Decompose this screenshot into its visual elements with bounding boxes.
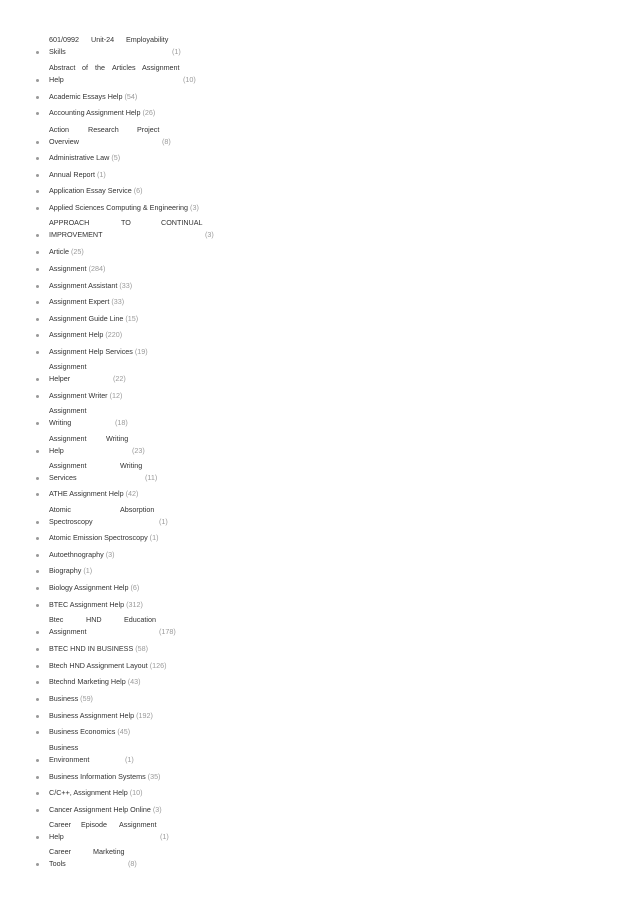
bullet-icon — [36, 51, 39, 54]
category-count: (25) — [70, 247, 84, 256]
bullet-icon — [36, 234, 39, 237]
bullet-icon — [36, 251, 39, 254]
category-count: (3) — [190, 203, 199, 212]
bullet-icon — [36, 174, 39, 177]
bullet-icon — [36, 96, 39, 99]
category-count: (33) — [111, 297, 125, 306]
bullet-icon — [36, 792, 39, 795]
category-count: (126) — [149, 661, 167, 670]
category-count: (3) — [152, 805, 162, 814]
category-link[interactable]: Assignment Writer — [49, 391, 108, 400]
category-link[interactable]: Business Information Systems — [49, 772, 146, 781]
category-count: (59) — [80, 694, 93, 703]
category-count: (192) — [136, 711, 153, 720]
category-link[interactable]: Applied Sciences Computing & Engineering — [49, 203, 189, 212]
bullet-icon — [36, 836, 39, 839]
category-link[interactable]: C/C++, Assignment Help — [49, 788, 128, 797]
category-count: (3) — [205, 230, 214, 239]
bullet-icon — [36, 776, 39, 779]
category-link[interactable]: Accounting Assignment Help — [49, 108, 141, 117]
category-count: (284) — [88, 264, 106, 273]
category-link[interactable]: Btechnd Marketing Help — [49, 677, 126, 686]
bullet-icon — [36, 631, 39, 634]
category-link[interactable]: Assignment Assistant — [49, 281, 118, 290]
bullet-icon — [36, 809, 39, 812]
category-count: (12) — [109, 391, 123, 400]
bullet-icon — [36, 648, 39, 651]
bullet-icon — [36, 112, 39, 115]
bullet-icon — [36, 863, 39, 866]
bullet-icon — [36, 493, 39, 496]
category-link[interactable]: Autoethnography — [49, 550, 104, 559]
bullet-icon — [36, 334, 39, 337]
bullet-icon — [36, 157, 39, 160]
bullet-icon — [36, 731, 39, 734]
bullet-icon — [36, 79, 39, 82]
category-link[interactable]: Academic Essays Help — [49, 92, 123, 101]
bullet-icon — [36, 207, 39, 210]
bullet-icon — [36, 554, 39, 557]
bullet-icon — [36, 395, 39, 398]
category-link[interactable]: Assignment Guide Line — [49, 314, 124, 323]
category-count: (19) — [134, 347, 148, 356]
category-link[interactable]: Business Assignment Help — [49, 711, 135, 720]
bullet-icon — [36, 698, 39, 701]
category-link[interactable]: BTEC HND IN BUSINESS — [49, 644, 134, 653]
bullet-icon — [36, 759, 39, 762]
category-count: (1) — [83, 566, 93, 575]
category-count: (11) — [145, 473, 158, 482]
category-count: (6) — [133, 186, 143, 195]
category-link[interactable]: Assignment Help — [49, 330, 104, 339]
category-link[interactable]: Assignment Help Services — [49, 347, 133, 356]
category-count: (1) — [96, 170, 106, 179]
bullet-icon — [36, 665, 39, 668]
bullet-icon — [36, 715, 39, 718]
bullet-icon — [36, 268, 39, 271]
bullet-icon — [36, 318, 39, 321]
category-count: (35) — [147, 772, 161, 781]
bullet-icon — [36, 604, 39, 607]
category-link[interactable]: BTEC Assignment Help — [49, 600, 125, 609]
category-count: (178) — [159, 627, 176, 636]
category-link[interactable]: Assignment Expert — [49, 297, 110, 306]
bullet-icon — [36, 477, 39, 480]
bullet-icon — [36, 422, 39, 425]
category-link[interactable]: Cancer Assignment Help Online — [49, 805, 151, 814]
category-count: (18) — [115, 418, 128, 427]
category-link[interactable]: Atomic Emission Spectroscopy — [49, 533, 148, 542]
category-count: (1) — [160, 832, 169, 841]
category-count: (33) — [119, 281, 133, 290]
bullet-icon — [36, 570, 39, 573]
category-link[interactable]: ATHE Assignment Help — [49, 489, 124, 498]
category-count: (43) — [127, 677, 141, 686]
category-count: (1) — [125, 755, 134, 764]
bullet-icon — [36, 378, 39, 381]
bullet-icon — [36, 190, 39, 193]
category-count: (10) — [129, 788, 143, 797]
category-count: (3) — [105, 550, 115, 559]
bullet-icon — [36, 141, 39, 144]
category-count: (45) — [117, 727, 131, 736]
category-count: (1) — [149, 533, 159, 542]
category-count: (54) — [124, 92, 138, 101]
category-count: (1) — [159, 517, 168, 526]
category-count: (6) — [130, 583, 140, 592]
category-count: (220) — [105, 330, 123, 339]
category-count: (8) — [162, 137, 171, 146]
category-link[interactable]: Business — [49, 694, 79, 703]
category-link[interactable]: Article — [49, 247, 69, 256]
category-link[interactable]: Btech HND Assignment Layout — [49, 661, 148, 670]
category-count: (26) — [142, 108, 156, 117]
category-link[interactable]: Biography — [49, 566, 82, 575]
bullet-icon — [36, 681, 39, 684]
category-link[interactable]: Assignment — [49, 264, 87, 273]
bullet-icon — [36, 450, 39, 453]
category-count: (15) — [125, 314, 139, 323]
category-link[interactable]: Annual Report — [49, 170, 95, 179]
category-link[interactable]: Administrative Law — [49, 153, 110, 162]
category-count: (23) — [132, 446, 145, 455]
category-count: (8) — [128, 859, 137, 868]
bullet-icon — [36, 587, 39, 590]
category-link[interactable]: Application Essay Service — [49, 186, 132, 195]
bullet-icon — [36, 301, 39, 304]
bullet-icon — [36, 351, 39, 354]
category-count: (42) — [125, 489, 139, 498]
category-count: (312) — [126, 600, 143, 609]
category-count: (58) — [135, 644, 149, 653]
category-link[interactable]: Biology Assignment Help — [49, 583, 129, 592]
bullet-icon — [36, 537, 39, 540]
category-count: (5) — [111, 153, 121, 162]
bullet-icon — [36, 521, 39, 524]
category-count: (1) — [172, 47, 181, 56]
category-count: (22) — [113, 374, 126, 383]
bullet-icon — [36, 285, 39, 288]
category-count: (10) — [183, 75, 196, 84]
category-link[interactable]: Business Economics — [49, 727, 116, 736]
